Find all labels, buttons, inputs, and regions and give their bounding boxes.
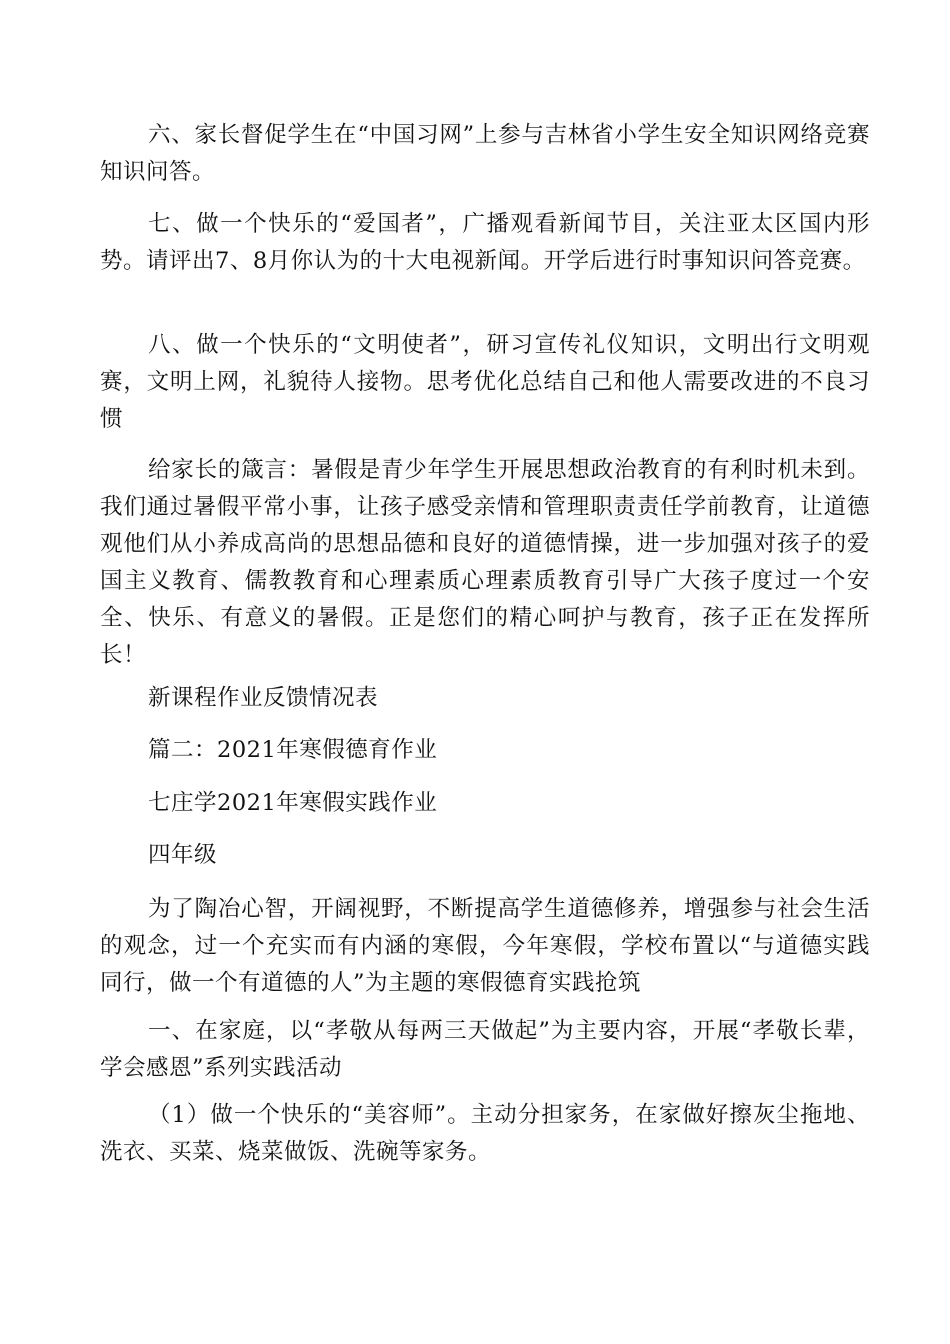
paragraph-family: 一、在家庭，以“孝敬从每两三天做起”为主要内容，开展“孝敬长辈，学会感恩”系列实践活动 — [100, 1018, 870, 1081]
paragraph-six: 六、家长督促学生在“中国习网”上参与吉林省小学生安全知识网络竞赛知识问答。 — [100, 122, 870, 185]
paragraph-eight: 八、做一个快乐的“文明使者”，研习宣传礼仪知识，文明出行文明观赛，文明上网，礼貌待人接物。思考优化总结自己和他人需要改进的不良习惯 — [100, 332, 870, 432]
heading-article-two: 篇二：2021年寒假德育作业 — [148, 737, 438, 763]
paragraph-seven: 七、做一个快乐的“爱国者”，广播观看新闻节目，关注亚太区国内形势。请评出7、8月你认为的十大电视新闻。开学后进行时事知识问答竞赛。 — [100, 211, 870, 274]
paragraph-parent-advice: 给家长的箴言：暑假是青少年学生开展思想政治教育的有利时机未到。我们通过暑假平常小事，让孩子感受亲情和管理职责责任学前教育，让道德观他们从小养成高尚的思想品德和良好的道德情操，进一步加强对孩子的爱国主义教育、儒教教育和心理素质心理素质教育引导广大孩子度过一个安全、快乐、有意义的暑假。正是您们的精心呵护与教育，孩子正在发挥所长！ — [100, 457, 870, 668]
heading-feedback-table: 新课程作业反馈情况表 — [148, 685, 379, 711]
paragraph-intro: 为了陶冶心智，开阔视野，不断提高学生道德修养，增强参与社会生活的观念，过一个充实而有内涵的寒假，今年寒假，学校布置以“与道德实践同行，做一个有道德的人”为主题的寒假德育实践抢筑 — [100, 896, 870, 996]
heading-grade: 四年级 — [148, 842, 218, 868]
paragraph-item-one: （1）做一个快乐的“美容师”。主动分担家务，在家做好擦灰尘拖地、洗衣、买菜、烧菜做饭、洗碗等家务。 — [100, 1102, 870, 1165]
heading-practice-homework: 七庄学2021年寒假实践作业 — [148, 790, 438, 816]
